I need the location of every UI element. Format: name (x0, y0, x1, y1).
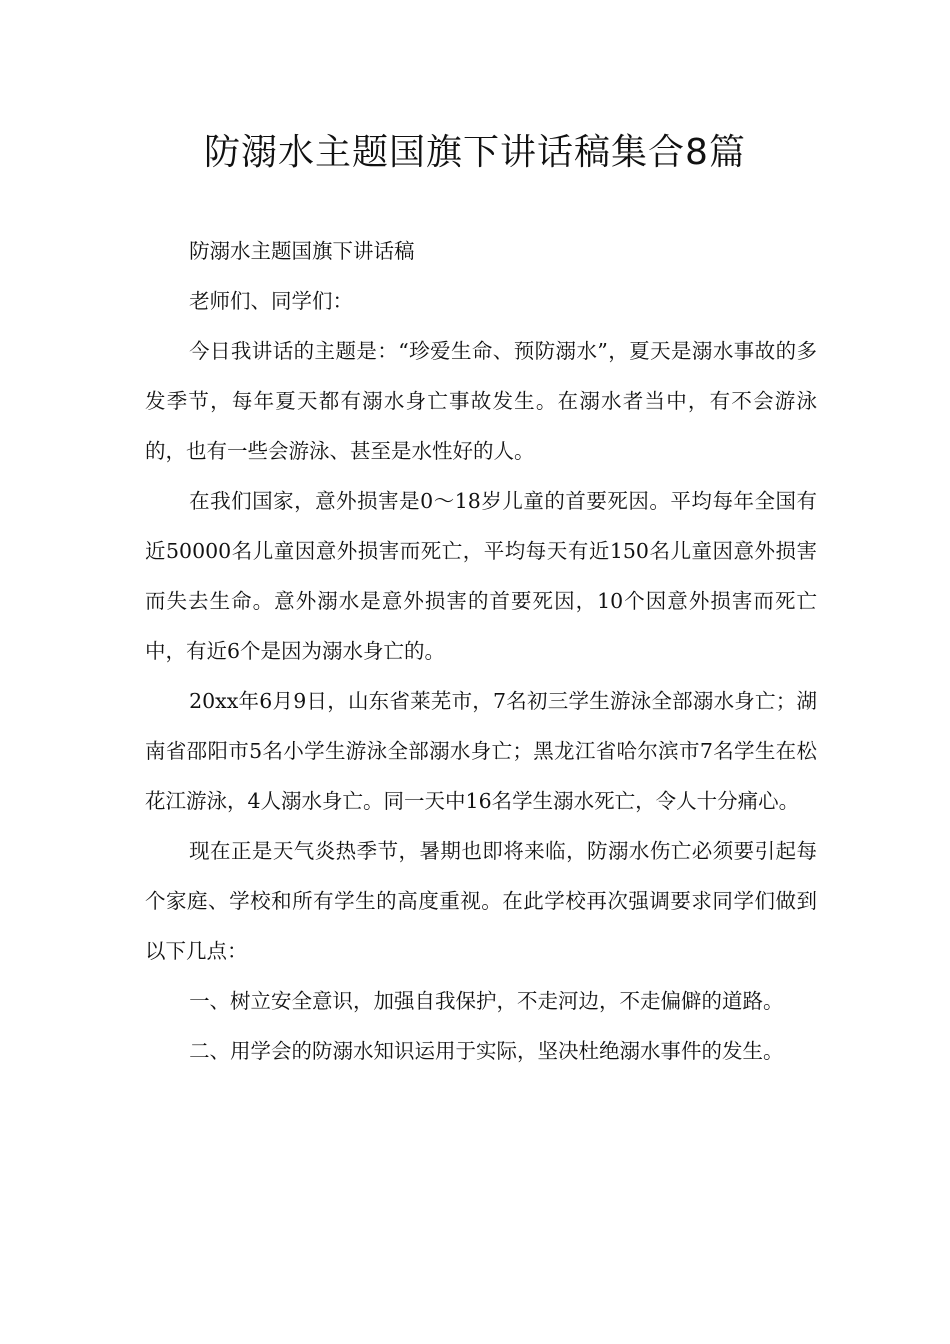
paragraph-subtitle: 防溺水主题国旗下讲话稿 (189, 239, 415, 263)
paragraph-salutation: 老师们、同学们： (189, 289, 354, 313)
paragraph: 20xx年6月9日，山东省莱芜市，7名初三学生游泳全部溺水身亡；湖南省邵阳市5名小学生游泳全部溺水身亡；黑龙江省哈尔滨市7名学生在松花江游泳，4人溺水身亡。同一天中16名学生溺水死亡，令人十分痛心。 (145, 689, 817, 813)
document-body (145, 226, 817, 1076)
paragraph: 二、用学会的防溺水知识运用于实际，坚决杜绝溺水事件的发生。 (189, 1039, 784, 1063)
paragraph: 在我们国家，意外损害是0～18岁儿童的首要死因。平均每年全国有近50000名儿童因意外损害而死亡，平均每天有近150名儿童因意外损害而失去生命。意外溺水是意外损害的首要死因，10个因意外损害而死亡中，有近6个是因为溺水身亡的。 (145, 489, 817, 663)
paragraph: 一、树立安全意识，加强自我保护，不走河边，不走偏僻的道路。 (189, 989, 784, 1013)
document-title: 防溺水主题国旗下讲话稿集合8篇 (204, 132, 746, 173)
paragraph: 今日我讲话的主题是：“珍爱生命、预防溺水”，夏天是溺水事故的多发季节，每年夏天都有溺水身亡事故发生。在溺水者当中，有不会游泳的，也有一些会游泳、甚至是水性好的人。 (145, 339, 817, 463)
paragraph: 现在正是天气炎热季节，暑期也即将来临，防溺水伤亡必须要引起每个家庭、学校和所有学生的高度重视。在此学校再次强调要求同学们做到以下几点： (145, 839, 817, 963)
